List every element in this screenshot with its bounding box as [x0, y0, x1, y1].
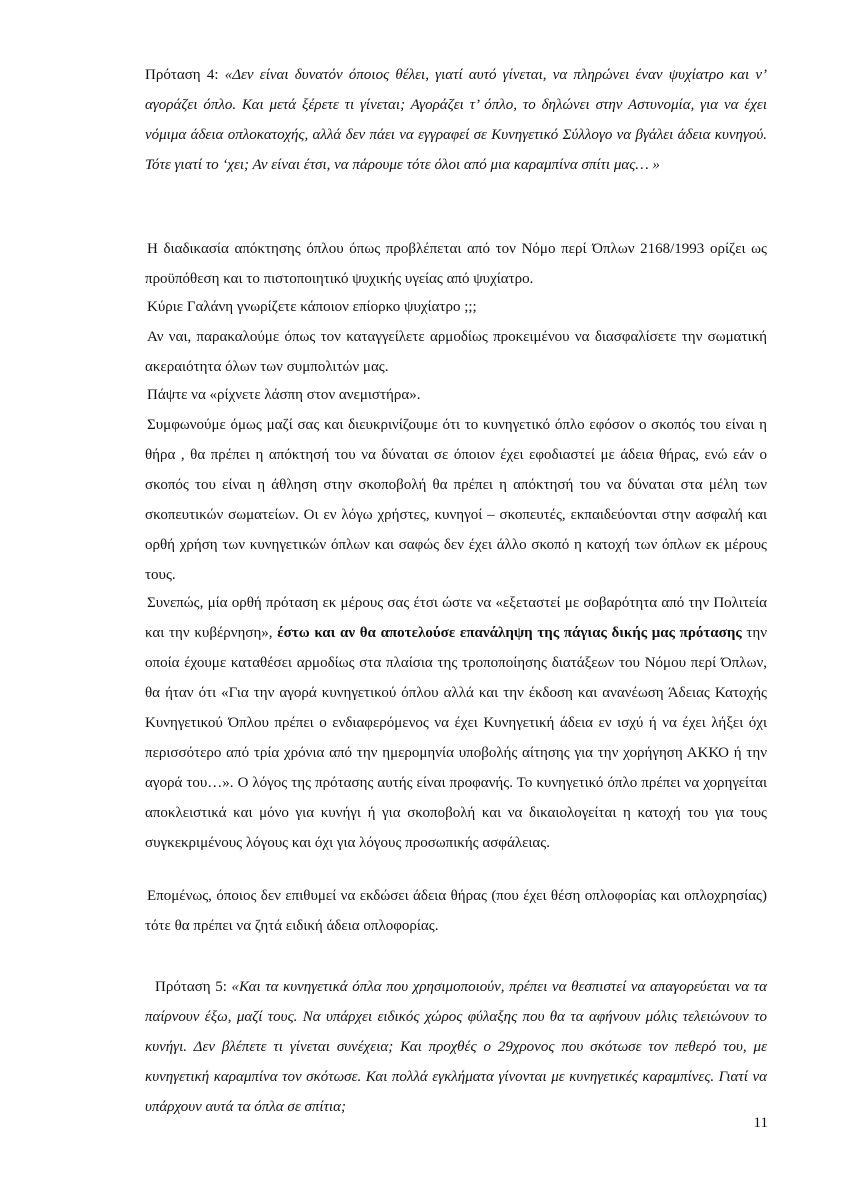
conclusion-paragraph: Επομένως, όποιος δεν επιθυμεί να εκδώσει άδεια θήρας (που έχει θέση οπλοφορίας και οπλοχρησίας) τότε θα πρέπει να ζητά ειδική άδεια οπλοφορίας. [145, 888, 767, 934]
proposal-text-before: Συνεπώς, μία ορθή πρόταση εκ μέρους σας έτσι ώστε να «εξεταστεί με σοβαρότητα από την Πολιτεία και την κυβέρνηση», [145, 595, 767, 641]
proposal-4-quote: «Δεν είναι δυνατόν όποιος θέλει, γιατί αυτό γίνεται, να πληρώνει έναν ψυχίατρο και ν’ αγοράζει όπλο. Και μετά ξέρετε τι γίνεται; Αγοράζει τ’ όπλο, το δηλώνει στην Αστυνομία, για να έχει νόμιμα άδεια οπλοκατοχής, αλλά δεν πάει να εγγραφεί σε Κυνηγετικό Σύλλογο να βγάλει άδεια κυνηγού. Τότε γιατί το ‘χει; Αν είναι έτσι, να πάρουμε τότε όλοι από μια καραμπίνα σπίτι μας… » [145, 67, 767, 173]
proposal-text-after: την οποία έχουμε καταθέσει αρμοδίως στα πλαίσια της τροποποίησης διατάξεων του Νόμου περί Όπλων, θα ήταν ότι «Για την αγορά κυνηγετικού όπλου αλλά και την έκδοση και ανανέωση Άδειας Κατοχής Κυνηγετικού Όπλου πρέπει ο ενδιαφερόμενος να έχει Κυνηγετική άδεια εν ισχύ ή να έχει λήξει όχι περισσότερο από τρία χρόνια από την ημερομηνία υποβολής αίτησης για την χορήγηση ΑΚΚΟ ή την αγορά του…». Ο λόγος της πρότασης αυτής είναι προφανής. Το κυνηγετικό όπλο πρέπει να χορηγείται αποκλειστικά και μόνο για κυνήγι ή για σκοποβολή και να δικαιολογείται η κατοχή του για τους συγκεκριμένους λόγους και όχι για λόγους προσωπικής ασφάλειας. [145, 625, 768, 851]
proposal-5-label: Πρόταση 5: [155, 979, 232, 995]
question-paragraph: Κύριε Γαλάνη γνωρίζετε κάποιον επίορκο ψυχίατρο ;;; [147, 299, 477, 315]
stop-paragraph: Πάψτε να «ρίχνετε λάσπη στον ανεμιστήρα». [147, 387, 421, 403]
proposal-5-paragraph [145, 972, 767, 1122]
procedure-paragraph: Η διαδικασία απόκτησης όπλου όπως προβλέπεται από τον Νόμο περί Όπλων 2168/1993 ορίζει ως προϋπόθεση και το πιστοποιητικό ψυχικής υγείας από ψυχίατρο. [145, 241, 767, 287]
agreement-paragraph: Συμφωνούμε όμως μαζί σας και διευκρινίζουμε ότι το κυνηγετικό όπλο εφόσον ο σκοπός του είναι η θήρα , θα πρέπει η απόκτησή του να δύναται σε όποιον έχει εφοδιαστεί με άδεια θήρας, ενώ εάν ο σκοπός του είναι η άθληση στην σκοποβολή θα πρέπει η απόκτησή του να δύναται στα μέλη των σκοπευτικών σωματείων. Οι εν λόγω χρήστες, κυνηγοί – σκοπευτές, εκπαιδεύονται στην ασφαλή και ορθή χρήση των κυνηγετικών όπλων και σαφώς δεν έχει άλλο σκοπό η κατοχή των όπλων εκ μέρους τους. [145, 417, 767, 583]
proposal-4-paragraph [145, 60, 767, 180]
page-number: 11 [753, 1115, 768, 1131]
proposal-bold-text: έστω και αν θα αποτελούσε επανάληψη της πάγιας δικής μας πρότασης [277, 625, 742, 641]
proposal-5-quote: «Και τα κυνηγετικά όπλα που χρησιμοποιούν, πρέπει να θεσπιστεί να απαγορεύεται να τα παίρνουν έξω, μαζί τους. Να υπάρχει ειδικός χώρος φύλαξης που θα τα αφήνουν μόλις τελειώνουν το κυνήγι. Δεν βλέπετε τι γίνεται συνέχεια; Και προχθές ο 29χρονος που σκότωσε τον πεθερό του, με κυνηγετική καραμπίνα τον σκότωσε. Και πολλά εγκλήματα γίνονται με κυνηγετικές καραμπίνες. Γιατί να υπάρχουν αυτά τα όπλα σε σπίτια; [145, 979, 767, 1115]
report-request-paragraph: Αν ναι, παρακαλούμε όπως τον καταγγείλετε αρμοδίως προκειμένου να διασφαλίσετε την σωματική ακεραιότητα όλων των συμπολιτών μας. [145, 329, 767, 375]
proposal-4-label: Πρόταση 4: [145, 67, 225, 83]
proposal-paragraph [145, 588, 767, 858]
